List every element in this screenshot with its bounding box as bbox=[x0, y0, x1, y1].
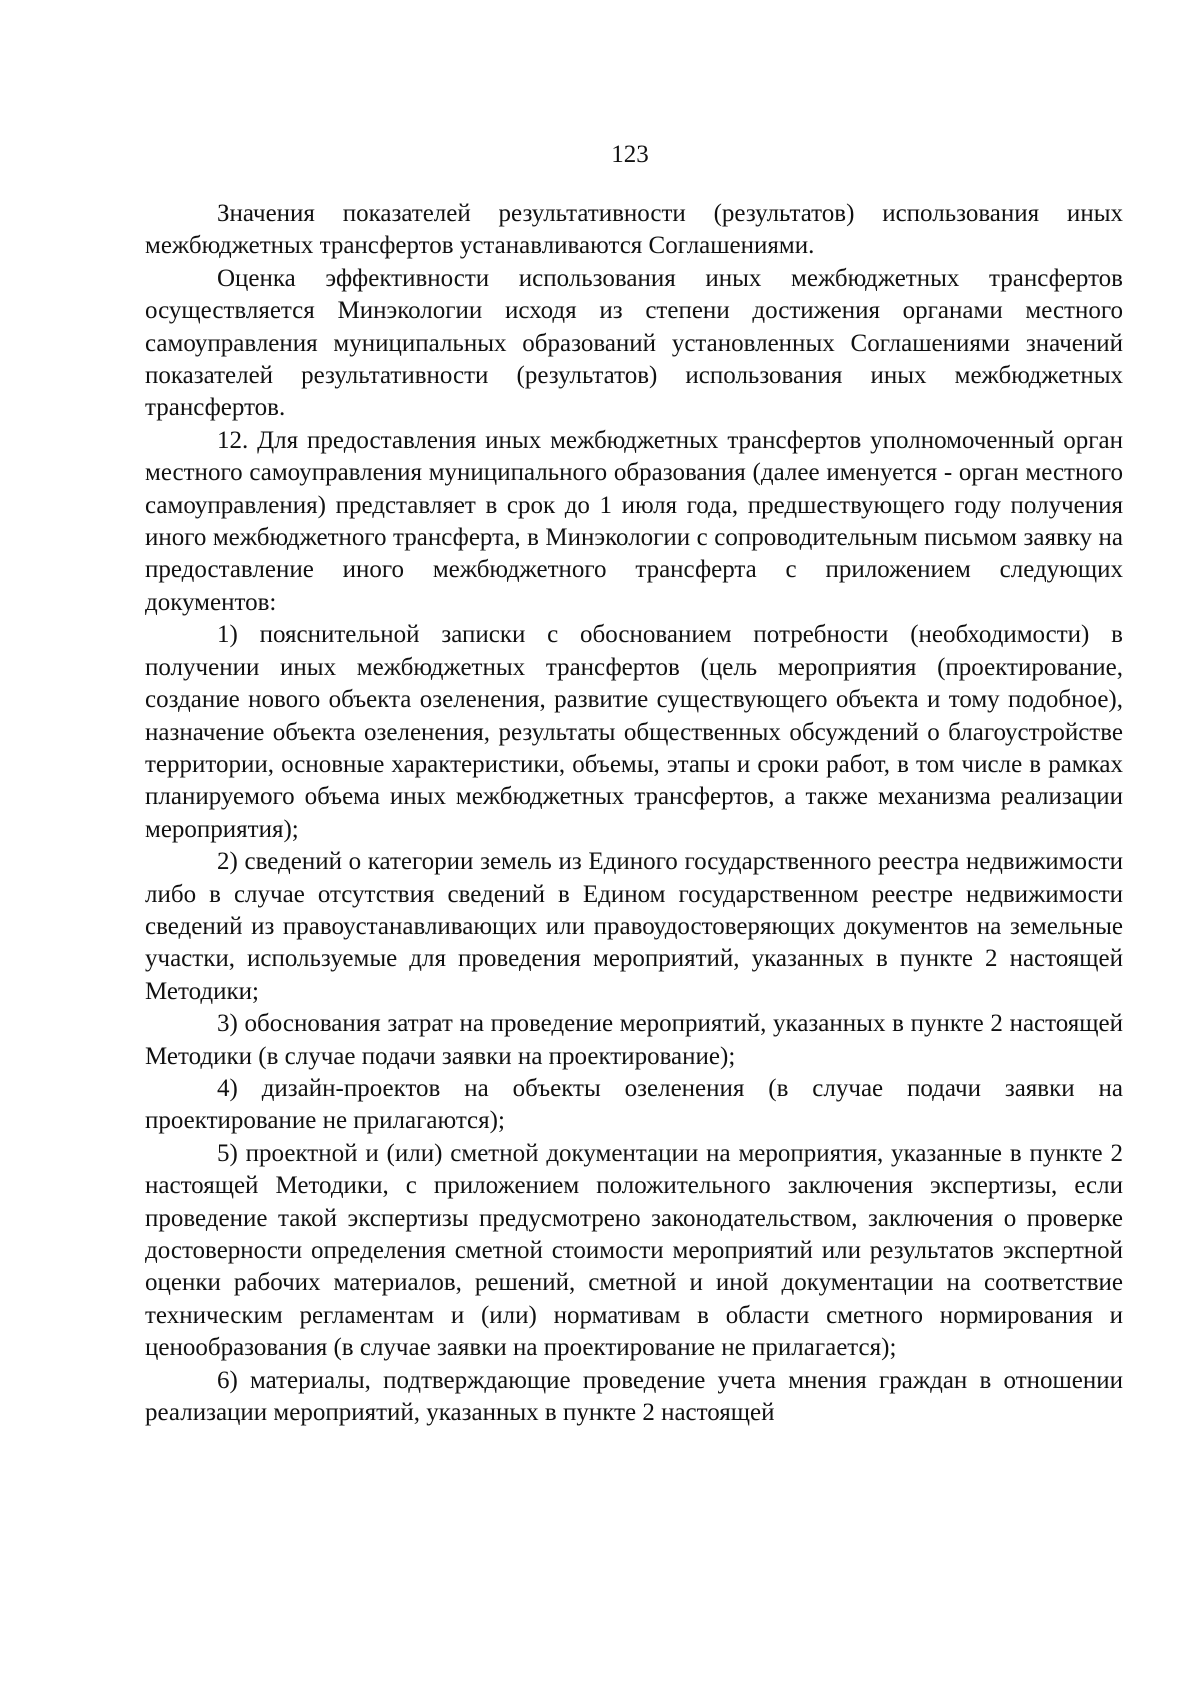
paragraph-efficiency-evaluation: Оценка эффективности использования иных межбюджетных трансфертов осуществляется Минэкологии исходя из степени достижения органами местного самоуправления муниципальных образований установленных Соглашениями значений показателей результативности (результатов) использования иных межбюджетных трансфертов. bbox=[145, 264, 1123, 422]
list-item-explanatory-note: 1) пояснительной записки с обоснованием потребности (необходимости) в получении иных межбюджетных трансфертов (цель мероприятия (проектирование, создание нового объекта озеленения, развитие существующего объекта и тому подобное), назначение объекта озеленения, результаты общественных обсуждений о благоустройстве территории, основные характеристики, объемы, этапы и сроки работ, в том числе в рамках планируемого объема иных межбюджетных трансфертов, а также механизма реализации мероприятия); bbox=[145, 621, 1123, 843]
document-body bbox=[145, 198, 1123, 1429]
page-number: 123 bbox=[611, 141, 649, 168]
paragraph-item-12: 12. Для предоставления иных межбюджетных трансфертов уполномоченный орган местного самоуправления муниципального образования (далее именуется - орган местного самоуправления) представляет в срок до 1 июля года, предшествующего году получения иного межбюджетного трансферта, в Минэкологии с сопроводительным письмом заявку на предоставление иного межбюджетного трансферта с приложением следующих документов: bbox=[145, 426, 1123, 616]
paragraph-indicators-values: Значения показателей результативности (результатов) использования иных межбюджетных трансфертов устанавливаются Соглашениями. bbox=[145, 200, 1123, 260]
list-item-design-projects: 4) дизайн-проектов на объекты озеленения (в случае подачи заявки на проектирование не прилагаются); bbox=[145, 1074, 1123, 1135]
list-item-cost-justification: 3) обоснования затрат на проведение мероприятий, указанных в пункте 2 настоящей Методики (в случае подачи заявки на проектирование); bbox=[145, 1010, 1123, 1070]
list-item-citizen-opinion: 6) материалы, подтверждающие проведение учета мнения граждан в отношении реализации мероприятий, указанных в пункте 2 настоящей bbox=[145, 1366, 1123, 1427]
list-item-land-category: 2) сведений о категории земель из Единого государственного реестра недвижимости либо в случае отсутствия сведений в Едином государственном реестре недвижимости сведений из правоустанавливающих или правоудостоверяющих документов на земельные участки, используемые для проведения мероприятий, указанных в пункте 2 настоящей Методики; bbox=[145, 848, 1123, 1005]
list-item-project-documentation: 5) проектной и (или) сметной документации на мероприятия, указанные в пункте 2 настоящей Методики, с приложением положительного заключения экспертизы, если проведение такой экспертизы предусмотрено законодательством, заключения о проверке достоверности определения сметной стоимости мероприятий или результатов экспертной оценки рабочих материалов, решений, сметной и иной документации на соответствие техническим регламентам и (или) нормативам в области сметного нормирования и ценообразования (в случае заявки на проектирование не прилагается); bbox=[145, 1139, 1123, 1362]
